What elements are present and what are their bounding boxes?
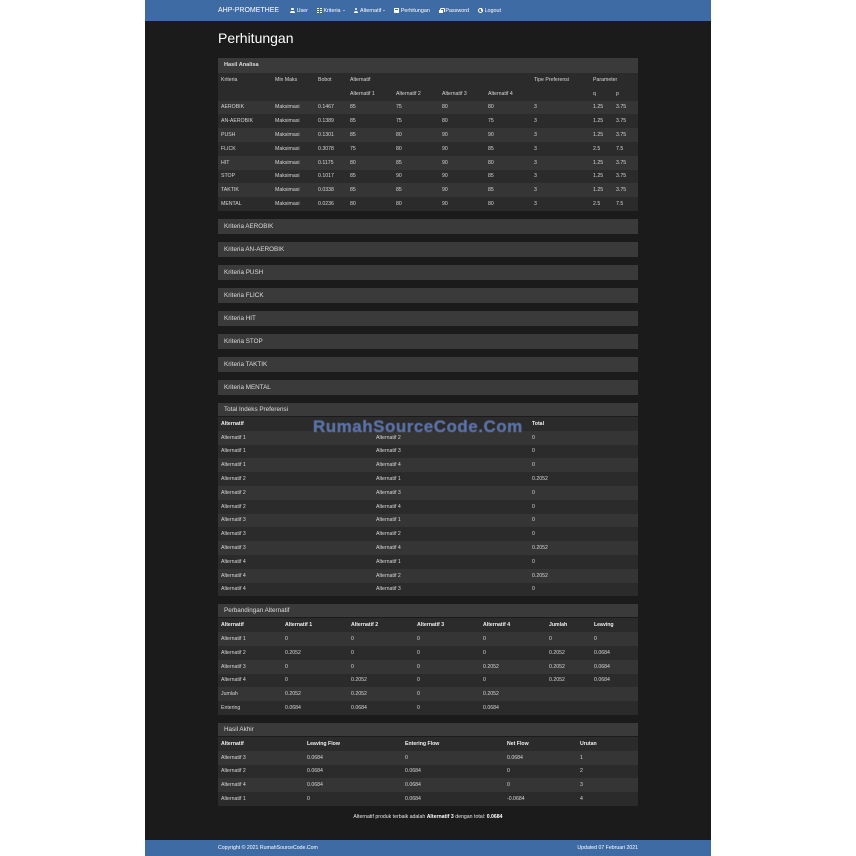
table-cell: 0.0684 (304, 778, 402, 792)
table-cell: 0 (282, 632, 348, 646)
table-cell: Alternatif 4 (218, 583, 373, 597)
column-header: Net Flow (504, 737, 577, 751)
column-header: Bobot (315, 73, 347, 87)
table-cell: 0 (348, 632, 414, 646)
perbandingan-body (218, 632, 638, 715)
panel-kriteria-an-aerobik[interactable]: Kriteria AN-AEROBIK (218, 242, 638, 257)
table-cell: Alternatif 4 (218, 569, 373, 583)
table-cell (591, 687, 638, 701)
table-cell: 80 (439, 101, 485, 115)
table-cell: 0 (414, 674, 480, 688)
table-cell: 1.25 (590, 156, 613, 170)
hasil-analisa-body (218, 101, 638, 211)
table-header-row (218, 618, 638, 632)
table-cell: 1.25 (590, 101, 613, 115)
table-cell: 0.2052 (480, 660, 546, 674)
table-row (218, 458, 638, 472)
table-cell: Alternatif 3 (373, 583, 529, 597)
table-cell: Alternatif 3 (218, 541, 373, 555)
table-cell: 0.0338 (315, 183, 347, 197)
table-cell: 80 (485, 101, 531, 115)
table-row (218, 500, 638, 514)
panel-hasil-analisa (218, 58, 638, 211)
table-cell: 3 (531, 128, 590, 142)
table-cell: PUSH (218, 128, 272, 142)
table-cell: 1.25 (590, 183, 613, 197)
calculator-icon (394, 8, 399, 13)
table-header-row (218, 737, 638, 751)
total-indeks-body (218, 431, 638, 597)
table-cell: 85 (393, 183, 439, 197)
table-cell: 0.0684 (304, 765, 402, 779)
table-cell: 90 (439, 142, 485, 156)
table-cell: Alternatif 2 (218, 486, 373, 500)
table-cell: 90 (393, 170, 439, 184)
total-indeks-table (218, 417, 638, 596)
table-cell: 85 (485, 142, 531, 156)
column-header: Alternatif 3 (439, 87, 485, 101)
table-cell: 0.2052 (546, 660, 591, 674)
table-cell: Alternatif 1 (218, 792, 304, 806)
table-cell: Alternatif 2 (373, 527, 529, 541)
hasil-akhir-table (218, 737, 638, 806)
table-cell: 2.5 (590, 197, 613, 211)
table-cell: FLICK (218, 142, 272, 156)
table-cell: 0.2052 (546, 674, 591, 688)
table-cell: 3 (531, 183, 590, 197)
table-cell: 3.75 (613, 101, 638, 115)
table-cell: 85 (347, 170, 393, 184)
column-header: Alternatif 4 (480, 618, 546, 632)
column-header: p (613, 87, 638, 101)
table-cell: 1 (577, 751, 638, 765)
table-cell: 80 (485, 156, 531, 170)
table-cell: 85 (347, 128, 393, 142)
panel-heading: Total Indeks Preferensi (218, 403, 638, 417)
nav-perhitungan[interactable] (394, 8, 430, 14)
column-header: Leaving Flow (304, 737, 402, 751)
table-cell: 3 (531, 114, 590, 128)
table-cell: 3.75 (613, 114, 638, 128)
nav-logout[interactable] (478, 8, 501, 14)
table-cell: 0.0684 (480, 701, 546, 715)
table-cell: Alternatif 3 (218, 751, 304, 765)
table-cell: 0.2052 (546, 646, 591, 660)
table-cell: 3 (531, 197, 590, 211)
table-cell: Jumlah (218, 687, 282, 701)
table-cell: 0.0684 (402, 792, 504, 806)
table-row (218, 486, 638, 500)
table-cell: 0.1389 (315, 114, 347, 128)
table-row (218, 183, 638, 197)
table-cell: 80 (393, 197, 439, 211)
table-cell: HIT (218, 156, 272, 170)
table-cell: Alternatif 2 (218, 646, 282, 660)
table-cell: 0.0236 (315, 197, 347, 211)
column-header: Jumlah (546, 618, 591, 632)
table-cell: Maksimasi (272, 114, 315, 128)
table-cell: 0.2052 (282, 687, 348, 701)
nav-user-label: User (296, 7, 308, 14)
table-cell: 80 (347, 197, 393, 211)
table-cell: Maksimasi (272, 183, 315, 197)
column-header: Parameter (590, 73, 638, 87)
table-cell: Alternatif 2 (218, 472, 373, 486)
table-cell: 0.0684 (402, 765, 504, 779)
user-icon (354, 8, 359, 13)
table-cell: 0 (529, 458, 638, 472)
page-title: Perhitungan (218, 30, 294, 46)
panel-heading: Hasil Akhir (218, 723, 638, 737)
table-row (218, 555, 638, 569)
best-alternative: Alternatif 3 (426, 813, 454, 820)
table-cell: 0 (591, 632, 638, 646)
table-cell: 1.25 (590, 170, 613, 184)
table-cell: 0.2052 (348, 687, 414, 701)
table-cell (546, 701, 591, 715)
nav-kriteria-label: Kriteria (323, 7, 341, 14)
grid-icon (317, 8, 322, 13)
table-cell (546, 687, 591, 701)
table-cell: Entering (218, 701, 282, 715)
app-window (145, 0, 711, 856)
table-cell: Alternatif 2 (373, 569, 529, 583)
column-header: Urutan (577, 737, 638, 751)
panel-kriteria-push[interactable]: Kriteria PUSH (218, 265, 638, 280)
conclusion-middle: dengan total: (455, 813, 486, 820)
nav-user[interactable] (290, 8, 308, 14)
table-cell: Alternatif 3 (218, 660, 282, 674)
table-cell: 0 (414, 632, 480, 646)
table-cell: -0.0684 (504, 792, 577, 806)
table-cell: 3 (531, 142, 590, 156)
panel-total-indeks (218, 403, 638, 596)
table-row (218, 765, 638, 779)
table-cell: 0.1467 (315, 101, 347, 115)
table-row (218, 527, 638, 541)
table-cell: 90 (439, 128, 485, 142)
table-cell: 0.0684 (402, 778, 504, 792)
table-cell: 90 (439, 170, 485, 184)
table-cell: 0.2052 (529, 472, 638, 486)
column-header: Alternatif (347, 73, 531, 87)
table-cell: Alternatif 1 (218, 458, 373, 472)
table-cell: Alternatif 2 (218, 500, 373, 514)
table-row (218, 156, 638, 170)
table-cell: 0.1017 (315, 170, 347, 184)
table-row (218, 751, 638, 765)
table-cell: 75 (393, 114, 439, 128)
table-subheader-row (218, 87, 638, 101)
column-header: Alternatif 1 (347, 87, 393, 101)
table-cell: 0 (480, 646, 546, 660)
nav-logout-label: Logout (484, 7, 502, 14)
table-cell: 0 (529, 583, 638, 597)
table-cell: 0 (546, 632, 591, 646)
table-cell: TAKTIK (218, 183, 272, 197)
table-cell: Maksimasi (272, 142, 315, 156)
lock-icon (439, 8, 444, 13)
table-cell: 3.75 (613, 156, 638, 170)
table-cell: 0 (282, 660, 348, 674)
table-cell: 0 (414, 646, 480, 660)
table-cell: 0 (529, 527, 638, 541)
table-cell: Alternatif 1 (373, 555, 529, 569)
panel-perbandingan (218, 604, 638, 715)
nav-password[interactable] (439, 8, 469, 14)
table-cell: AN-AEROBIK (218, 114, 272, 128)
table-row (218, 583, 638, 597)
conclusion-prefix: Alternatif produk terbaik adalah (353, 813, 426, 820)
brand-link[interactable]: AHP-PROMETHEE (218, 7, 280, 14)
table-cell: 90 (439, 183, 485, 197)
panel-kriteria-flick[interactable]: Kriteria FLICK (218, 288, 638, 303)
table-cell: 0 (504, 778, 577, 792)
column-header: Total (529, 417, 638, 431)
column-header: Alternatif 2 (348, 618, 414, 632)
column-header: Min Maks (272, 73, 315, 87)
table-cell: 0 (402, 751, 504, 765)
table-row (218, 701, 638, 715)
table-cell: 0.0684 (282, 701, 348, 715)
table-cell: 90 (485, 128, 531, 142)
hasil-akhir-body (218, 751, 638, 806)
table-cell: 85 (347, 114, 393, 128)
table-cell: Alternatif 1 (218, 445, 373, 459)
table-cell: 0.0684 (591, 674, 638, 688)
table-cell: Alternatif 2 (218, 765, 304, 779)
table-row (218, 128, 638, 142)
panel-kriteria-mental[interactable]: Kriteria MENTAL (218, 380, 638, 395)
table-cell: 75 (347, 142, 393, 156)
table-cell: 75 (485, 114, 531, 128)
table-cell: 0.2052 (348, 674, 414, 688)
table-cell: 0.2052 (480, 687, 546, 701)
table-cell: Alternatif 3 (218, 514, 373, 528)
table-row (218, 646, 638, 660)
table-cell: 7.5 (613, 197, 638, 211)
table-cell: 0 (529, 486, 638, 500)
table-cell: Alternatif 4 (218, 674, 282, 688)
table-cell: 0 (529, 555, 638, 569)
table-row (218, 197, 638, 211)
table-cell: 1.25 (590, 128, 613, 142)
column-header: Alternatif 4 (485, 87, 531, 101)
footer-updated: Updated 07 Februari 2021 (577, 845, 638, 851)
table-cell: MENTAL (218, 197, 272, 211)
table-cell: Alternatif 3 (373, 445, 529, 459)
hasil-analisa-table (218, 73, 638, 211)
table-cell: 80 (347, 156, 393, 170)
table-cell: 0 (304, 792, 402, 806)
column-header: q (590, 87, 613, 101)
table-cell: 3.75 (613, 128, 638, 142)
table-cell: 0 (529, 445, 638, 459)
table-cell: 0.0684 (504, 751, 577, 765)
panel-kriteria-aerobik[interactable]: Kriteria AEROBIK (218, 219, 638, 234)
table-cell: 85 (485, 183, 531, 197)
table-cell: Alternatif 1 (218, 431, 373, 445)
table-cell: 0.0684 (591, 646, 638, 660)
table-cell: Alternatif 1 (373, 472, 529, 486)
table-cell: 0 (348, 660, 414, 674)
table-cell: 0 (529, 514, 638, 528)
table-cell: Alternatif 1 (373, 514, 529, 528)
nav-alternatif-dropdown[interactable] (354, 8, 386, 14)
table-cell: 3.75 (613, 183, 638, 197)
table-row (218, 142, 638, 156)
table-cell: 0.0684 (591, 660, 638, 674)
column-header: Alternatif (218, 618, 282, 632)
table-cell: 0 (282, 674, 348, 688)
table-cell: 0.0684 (348, 701, 414, 715)
table-row (218, 445, 638, 459)
table-cell: Alternatif 3 (218, 527, 373, 541)
table-cell: Alternatif 4 (218, 555, 373, 569)
table-row (218, 114, 638, 128)
panel-heading: Hasil Analisa (218, 58, 638, 73)
table-cell: 3 (531, 156, 590, 170)
perbandingan-table (218, 618, 638, 715)
table-cell: Alternatif 4 (373, 500, 529, 514)
watermark: RumahSourceCode.Com (313, 417, 523, 436)
table-cell: 0 (414, 687, 480, 701)
table-cell: Maksimasi (272, 170, 315, 184)
table-cell: 0 (414, 701, 480, 715)
nav-perhitungan-label: Perhitungan (400, 7, 430, 14)
table-row (218, 778, 638, 792)
table-cell: Alternatif 3 (373, 486, 529, 500)
table-cell: 4 (577, 792, 638, 806)
column-header: Alternatif 3 (414, 618, 480, 632)
table-cell: Maksimasi (272, 197, 315, 211)
table-cell: 80 (439, 114, 485, 128)
table-cell: 0 (414, 660, 480, 674)
table-cell: 1.25 (590, 114, 613, 128)
table-cell: 2.5 (590, 142, 613, 156)
table-cell: 80 (393, 142, 439, 156)
table-row (218, 101, 638, 115)
table-cell: 0 (504, 765, 577, 779)
table-cell: 85 (347, 101, 393, 115)
table-cell: 0 (348, 646, 414, 660)
caret-down-icon (383, 10, 385, 11)
table-cell: Maksimasi (272, 156, 315, 170)
table-cell: 0 (529, 431, 638, 445)
column-header: Alternatif (218, 417, 373, 431)
best-total: 0.0684 (486, 813, 503, 820)
table-cell: 7.5 (613, 142, 638, 156)
navbar (145, 0, 711, 21)
table-cell (591, 701, 638, 715)
table-cell: 3 (577, 778, 638, 792)
table-cell: STOP (218, 170, 272, 184)
table-cell: 0.0684 (304, 751, 402, 765)
table-cell: 0 (529, 500, 638, 514)
table-row (218, 792, 638, 806)
column-header: Alternatif 2 (393, 87, 439, 101)
table-cell: 3.75 (613, 170, 638, 184)
user-icon (290, 8, 295, 13)
table-row (218, 514, 638, 528)
column-header: Tipe Preferensi (531, 73, 590, 87)
panel-kriteria-taktik[interactable]: Kriteria TAKTIK (218, 357, 638, 372)
table-header-row (218, 417, 638, 431)
table-cell: 85 (347, 183, 393, 197)
table-cell: Alternatif 4 (373, 541, 529, 555)
table-cell: 0.1175 (315, 156, 347, 170)
table-cell: 80 (393, 128, 439, 142)
table-cell: 0.1301 (315, 128, 347, 142)
table-row (218, 687, 638, 701)
table-cell: Maksimasi (272, 128, 315, 142)
conclusion-text (218, 814, 638, 820)
column-header: Alternatif (218, 737, 304, 751)
panel-hasil-akhir (218, 723, 638, 806)
nav-alternatif-label: Alternatif (360, 7, 382, 14)
table-row (218, 431, 638, 445)
caret-down-icon (343, 10, 345, 11)
table-cell: AEROBIK (218, 101, 272, 115)
table-cell: 0.3078 (315, 142, 347, 156)
table-row (218, 660, 638, 674)
table-cell: 0 (480, 632, 546, 646)
table-row (218, 674, 638, 688)
logout-icon (478, 8, 483, 13)
table-cell: 85 (393, 156, 439, 170)
table-cell: 80 (485, 197, 531, 211)
footer (145, 840, 711, 856)
table-cell: 90 (439, 156, 485, 170)
table-cell: 0.2052 (282, 646, 348, 660)
table-cell: 75 (393, 101, 439, 115)
table-row (218, 541, 638, 555)
column-header: Entering Flow (402, 737, 504, 751)
column-header (373, 417, 529, 431)
table-cell: 3 (531, 101, 590, 115)
nav-kriteria-dropdown[interactable] (317, 8, 345, 14)
table-row (218, 472, 638, 486)
table-cell: 85 (485, 170, 531, 184)
table-cell: Maksimasi (272, 101, 315, 115)
table-cell: Alternatif 2 (373, 431, 529, 445)
table-cell: 90 (439, 197, 485, 211)
column-header: Leaving (591, 618, 638, 632)
footer-copyright: Copyright © 2021 RumahSourceCode.Com (218, 845, 318, 851)
table-cell: Alternatif 4 (373, 458, 529, 472)
column-header: Alternatif 1 (282, 618, 348, 632)
table-cell: 2 (577, 765, 638, 779)
column-header: Kriteria (218, 73, 272, 87)
table-header-row (218, 73, 638, 87)
table-cell: 0 (480, 674, 546, 688)
table-cell: Alternatif 4 (218, 778, 304, 792)
table-row (218, 632, 638, 646)
table-row (218, 170, 638, 184)
panel-kriteria-hit[interactable]: Kriteria HIT (218, 311, 638, 326)
table-cell: 0.2052 (529, 541, 638, 555)
main-content (218, 21, 638, 820)
nav-password-label: Password (445, 7, 470, 14)
panel-kriteria-stop[interactable]: Kriteria STOP (218, 334, 638, 349)
table-cell: 0.2052 (529, 569, 638, 583)
table-row (218, 569, 638, 583)
panel-heading: Perbandingan Alternatif (218, 604, 638, 618)
table-cell: Alternatif 1 (218, 632, 282, 646)
table-cell: 3 (531, 170, 590, 184)
